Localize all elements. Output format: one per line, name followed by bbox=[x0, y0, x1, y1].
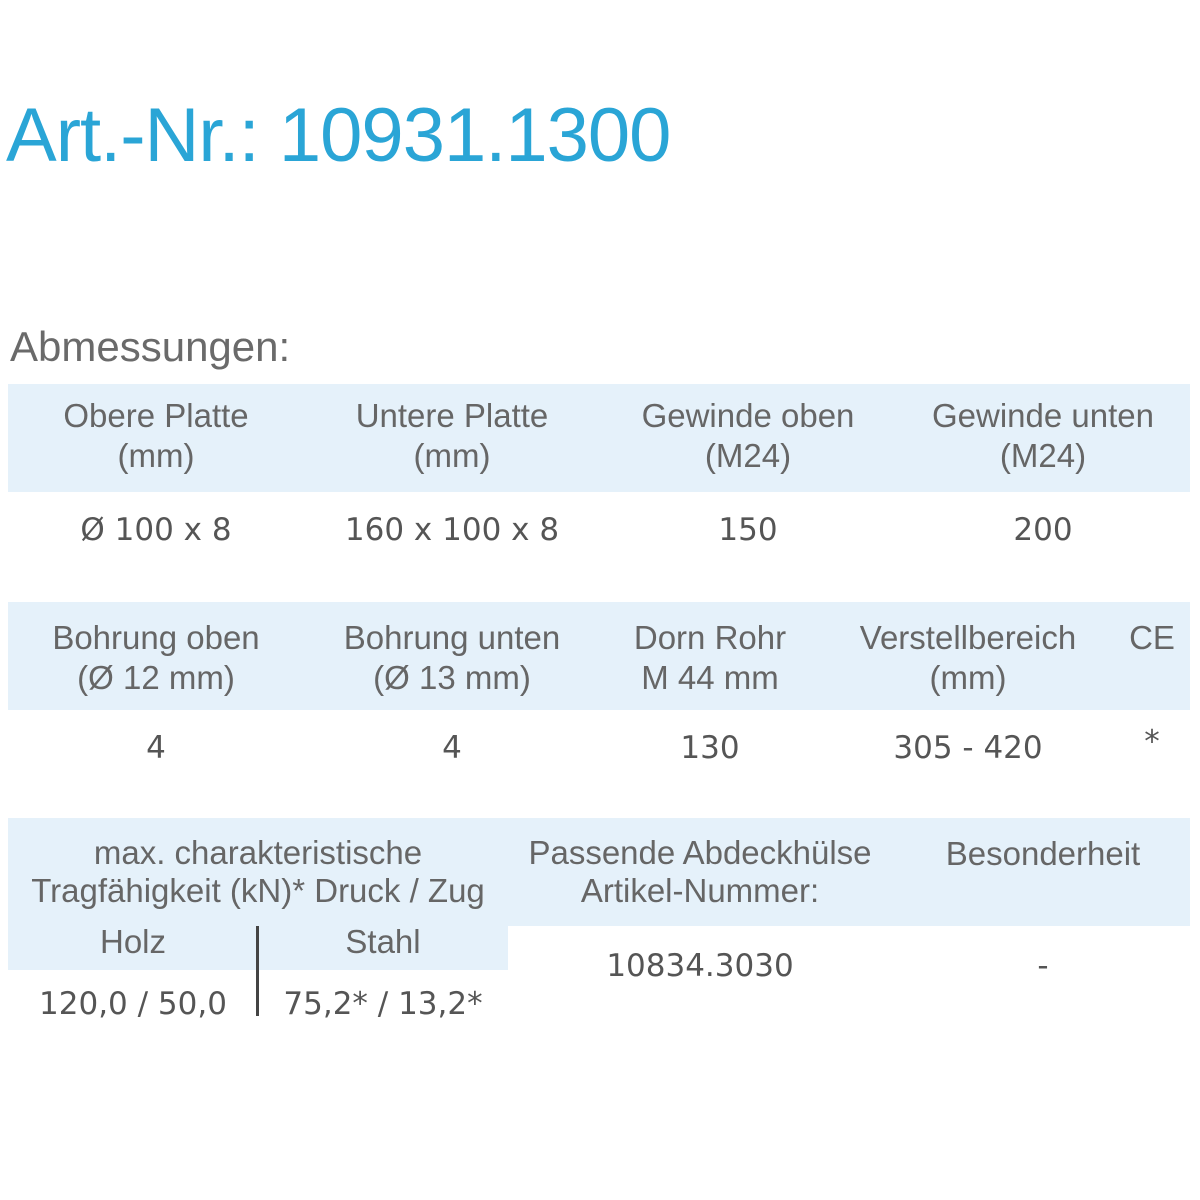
table2-value-ce: * bbox=[1144, 724, 1160, 760]
table3-value-cover-sleeve: 10834.3030 bbox=[606, 948, 794, 984]
table2-header-adjustment-range: Verstellbereich (mm) bbox=[859, 619, 1077, 696]
table3-header-cover-sleeve: Passende Abdeckhülse Artikel-Nummer: bbox=[528, 834, 872, 909]
table1-header-lower-plate: Untere Platte (mm) bbox=[355, 397, 549, 474]
table2-value-bore-bottom: 4 bbox=[442, 730, 462, 766]
table3-value-steel: 75,2* / 13,2* bbox=[283, 986, 483, 1022]
table1-header-thread-top: Gewinde oben (M24) bbox=[641, 397, 855, 474]
table1-value-upper-plate: Ø 100 x 8 bbox=[80, 512, 232, 548]
table2-header-ce: CE bbox=[1129, 619, 1175, 656]
table3-subheader-steel: Stahl bbox=[345, 923, 421, 960]
table1-value-thread-top: 150 bbox=[718, 512, 778, 548]
table2-header-bore-bottom: Bohrung unten (Ø 13 mm) bbox=[343, 619, 561, 696]
table2-value-mandrel: 130 bbox=[680, 730, 740, 766]
table3-subheader-wood: Holz bbox=[99, 923, 167, 960]
table2-header-mandrel: Dorn Rohr M 44 mm bbox=[633, 619, 787, 696]
table1-header-thread-bottom: Gewinde unten (M24) bbox=[932, 397, 1154, 474]
table2-header-bore-top: Bohrung oben (Ø 12 mm) bbox=[52, 619, 260, 696]
table3-header-load-capacity: max. charakteristische Tragfähigkeit (kN)* Druck / Zug bbox=[31, 834, 485, 909]
table1-header-upper-plate: Obere Platte (mm) bbox=[63, 397, 249, 474]
table1-value-thread-bottom: 200 bbox=[1013, 512, 1073, 548]
table2-value-bore-top: 4 bbox=[146, 730, 166, 766]
table3-value-wood: 120,0 / 50,0 bbox=[39, 986, 227, 1022]
table1-value-lower-plate: 160 x 100 x 8 bbox=[344, 512, 560, 548]
table3-header-special: Besonderheit bbox=[945, 835, 1141, 872]
dimensions-heading: Abmessungen: bbox=[10, 323, 291, 370]
table2-value-adjustment-range: 305 - 420 bbox=[893, 730, 1043, 766]
table3-value-special: - bbox=[1037, 948, 1049, 984]
article-number-title: Art.-Nr.: 10931.1300 bbox=[6, 93, 671, 178]
